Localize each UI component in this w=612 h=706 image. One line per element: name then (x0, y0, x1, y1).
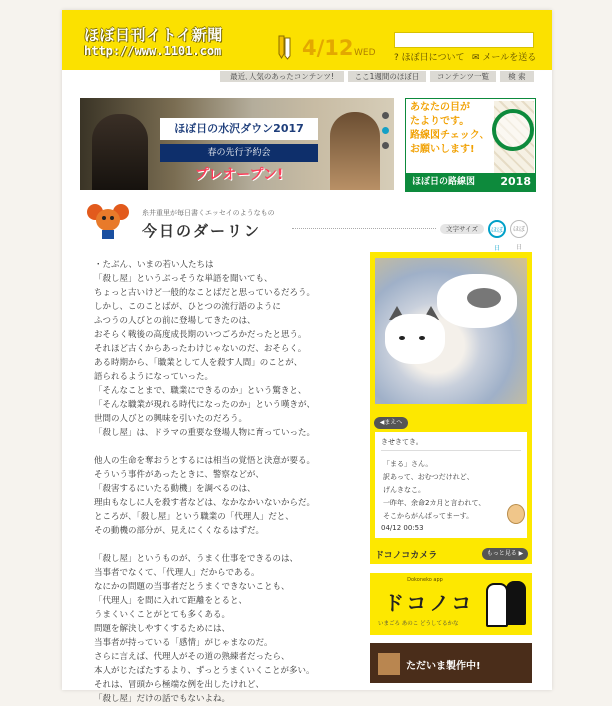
logo-url: http://www.1101.com (84, 44, 222, 58)
nav-week[interactable]: ここ1週間のほぼ日 (348, 71, 426, 82)
essay-line: 「そんなことまで、職業にできるのか」という驚きと、 (94, 386, 307, 396)
essay-line: ところが、「殺し屋」という職業の「代理人」だと、 (94, 512, 294, 522)
route-map-year: 2018 (500, 175, 531, 188)
route-map-line2: たよりです。 (410, 116, 470, 127)
caption-line: 訳あって、おむつだけれど、 (383, 473, 474, 481)
banner-subtitle: 春の先行予約会 (160, 144, 318, 162)
cat-eye (399, 336, 405, 340)
today-date: 4/12 (302, 36, 354, 60)
about-link[interactable] (394, 50, 464, 63)
nav-bar (62, 70, 552, 83)
essay-line: ふつうの人びとの前に登場してきたのは、 (94, 316, 256, 326)
app-tagline: いまごろ あのこ どうしてるかな (378, 621, 459, 627)
pencil-icon (276, 34, 292, 60)
essay-line: 「そんな職業が現れる時代になったのか」という嘆きが、 (94, 400, 316, 410)
essay-line: 「殺し屋」だけの話でもないよね。 (94, 694, 231, 704)
caption-line: 一昨年、余命2カ月と言われて、 (383, 499, 486, 507)
essay-line: ある時期から、「職業として人を殺す人間」のことが、 (94, 358, 303, 368)
down-jacket-banner[interactable] (80, 98, 394, 190)
prev-button[interactable]: ◀まえへ (374, 417, 408, 429)
route-map-banner[interactable] (405, 98, 536, 192)
essay-line: ちょっと古いけど一般的なことばだと思っているだろう。 (94, 288, 316, 298)
nav-contents[interactable]: コンテンツ一覧 (430, 71, 496, 82)
banner-person-left (92, 114, 148, 190)
banner-title: ほぼ日の水沢ダウン2017 (160, 118, 318, 140)
dokoneko-camera-widget (370, 252, 532, 564)
dokoneko-camera-logo: ドコノコカメラ (375, 551, 438, 561)
essay-line: それほど古くからあったわけじゃないのだ、おそらく。 (94, 344, 307, 354)
nav-popular[interactable]: 最近､人気のあったコンテンツ! (220, 71, 344, 82)
essay-line: それは、冒頭から極端な例を出したけれど、 (94, 680, 265, 690)
essay-line: 語られるようになっていった。 (94, 372, 214, 382)
pager-dot-active[interactable] (382, 127, 389, 134)
pager-dot[interactable] (382, 142, 389, 149)
essay-line: 「殺し屋」というぶっそうな単語を聞いても、 (94, 274, 273, 284)
user-avatar[interactable] (507, 504, 525, 524)
making-banner[interactable] (370, 643, 532, 683)
route-map-footer (406, 173, 535, 191)
cat-eye (419, 336, 425, 340)
essay-line: 理由もなしに人を殺す者などは、なかなかいないからだ。 (94, 498, 316, 508)
magnifier-icon (492, 109, 534, 151)
essay-line: おそらく戦後の高度成長期のいつごろかだったと思う。 (94, 330, 307, 340)
question-icon: ? (394, 53, 399, 63)
essay-line: ・たぶん、いまの若い人たちは (94, 260, 214, 270)
cat-head (385, 314, 445, 364)
essay-line: 世間の人びとの興味を引いたのだろう。 (94, 414, 248, 424)
route-map-line1: あなたの目が (410, 102, 470, 113)
essay-line: 当事者が持っている「感情」がじゃまなのだ。 (94, 638, 273, 648)
essay-line: さらに言えば、代理人がその道の熟練者だったら、 (94, 652, 290, 662)
paragraph-gap (94, 440, 364, 454)
banner-tag: プレオープン! (194, 167, 284, 183)
photo-caption-card (375, 432, 527, 538)
banner-pager (382, 112, 390, 162)
cat-photo[interactable] (375, 258, 527, 404)
mascot-icon (86, 200, 130, 240)
essay-line: うまくいくことがとても多くある。 (94, 610, 231, 620)
caption-title: きせきてき。 (381, 438, 423, 446)
more-button[interactable]: もっと見る ▶ (482, 548, 528, 560)
nav-search[interactable]: 検 索 (500, 71, 534, 82)
app-logo: ドコノコ (384, 591, 475, 615)
mail-link-label: メールを送る (482, 53, 537, 63)
essay-line: 当事者でなくて、「代理人」だからである。 (94, 568, 260, 578)
making-label: ただいま製作中! (406, 661, 481, 672)
essay-line: しかし、このことばが、ひとつの流行語のように (94, 302, 281, 312)
route-map-line4: お願いします! (410, 144, 475, 155)
essay-line: 「殺し屋」は、ドラマの重要な登場人物に育っていった。 (94, 428, 316, 438)
making-thumbnail (378, 653, 400, 675)
essay-body (94, 258, 364, 706)
essay-line: 「殺害するにいたる動機」を調べるのは、 (94, 484, 256, 494)
dog-illustration (506, 581, 526, 625)
caption-line: そこからがんばってまーす。 (383, 512, 474, 520)
site-header (62, 10, 552, 70)
route-map-copy (410, 101, 490, 157)
dokoneko-app-banner[interactable] (370, 573, 532, 635)
cat-patch (467, 288, 501, 308)
essay-line: そういう事件があったときに、警察などが、 (94, 470, 264, 480)
title-divider (292, 228, 436, 229)
essay-line: 「殺し屋」というものが、うまく仕事をできるのは、 (94, 554, 299, 564)
essay-line: なにかの問題の当事者だとうまくできないことも、 (94, 582, 290, 592)
banner-person-right (330, 112, 380, 190)
mail-link[interactable] (472, 50, 536, 63)
paragraph-gap (94, 538, 364, 552)
route-map-footer-label: ほぼ日の路線図 (412, 177, 476, 187)
caption-divider (381, 450, 521, 451)
essay-line: その動機の部分が、見えにくくなるはずだ。 (94, 526, 265, 536)
column-kicker: 糸井重里が毎日書くエッセイのようなもの (142, 209, 275, 217)
mail-icon: ✉ (472, 53, 480, 63)
today-weekday: WED (354, 48, 376, 58)
font-size-small-button[interactable]: ほぼ日 (488, 220, 506, 238)
caption-timestamp: 04/12 00:53 (381, 524, 424, 532)
caption-line: 「まる」さん。 (383, 460, 433, 468)
route-map-line3: 路線図チェック､ (410, 130, 485, 141)
caption-text (383, 458, 503, 523)
logo-title: ほぼ日刊イトイ新聞 (84, 26, 223, 44)
about-link-label: ほぼ日について (401, 53, 465, 63)
cat-illustration (486, 583, 508, 627)
column-header (86, 200, 546, 252)
font-size-large-button[interactable]: ほぼ日 (510, 220, 528, 238)
pager-dot[interactable] (382, 112, 389, 119)
font-size-label: 文字サイズ (440, 224, 484, 234)
search-input[interactable] (394, 32, 534, 48)
app-caption: Dokoneko app (407, 577, 443, 583)
essay-line: 他人の生命を奪おうとするには相当の覚悟と決意が要る。 (94, 456, 316, 466)
site-logo[interactable] (84, 24, 240, 64)
caption-line: げんきなこ。 (383, 486, 425, 494)
essay-line: 「代理人」を間に入れて距離をとると、 (94, 596, 248, 606)
essay-line: 問題を解決しやすくするためには、 (94, 624, 231, 634)
essay-line: 本人がじたばたするより、ずっとうまくいくことが多い。 (94, 666, 315, 676)
page-title: 今日のダーリン (142, 222, 262, 240)
